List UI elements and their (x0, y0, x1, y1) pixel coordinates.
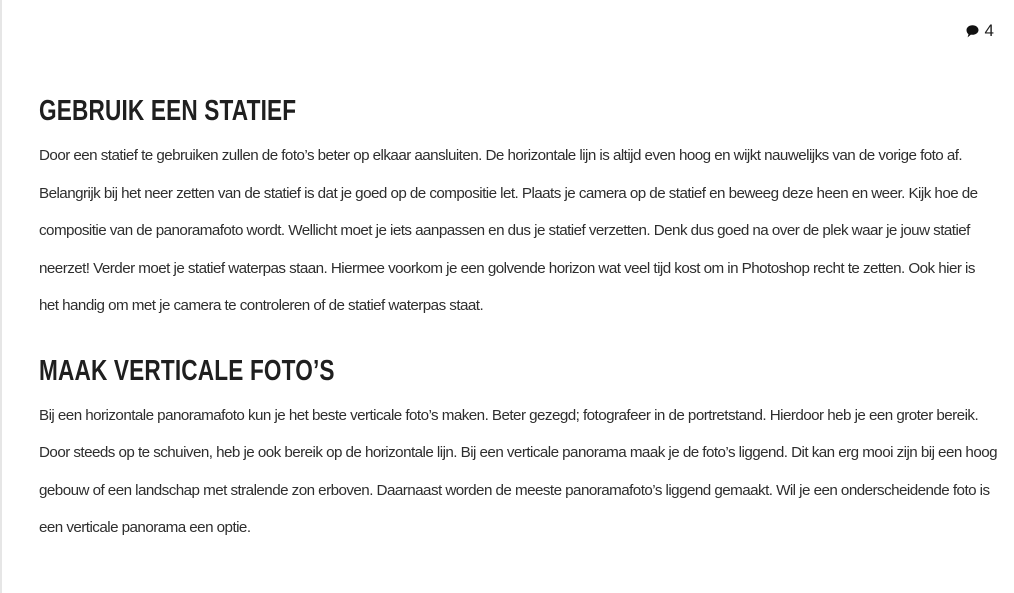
article-content (39, 91, 997, 547)
section-heading: MAAK VERTICALE FOTO’S (39, 354, 335, 387)
section-verticale-fotos (39, 351, 997, 547)
section-paragraph: Bij een horizontale panoramafoto kun je het beste verticale foto’s maken. Beter gezegd; fotografeer in de portretstand. Hierdoor heb je een groter bereik. Door steeds op te schuiven, heb je ook bereik op de horizontale lijn. Bij een verticale panorama maak je de foto’s liggend. Dit kan erg mooi zijn bij een hoog gebouw of een landschap met stralende zon erboven. Daarnaast worden de meeste panoramafoto’s liggend gemaakt. Wil je een onderscheidende foto is een verticale panorama een optie. (39, 406, 998, 536)
section-heading: GEBRUIK EEN STATIEF (39, 95, 297, 127)
comment-count-number: 4 (984, 21, 994, 40)
section-statief (39, 91, 997, 325)
page-left-border (0, 0, 2, 593)
speech-bubble-icon (965, 24, 980, 39)
section-paragraph: Door een statief te gebruiken zullen de foto’s beter op elkaar aansluiten. De horizontale lijn is altijd even hoog en wijkt nauwelijks van de vorige foto af. Belangrijk bij het neer zetten van de statief is dat je goed op de compositie let. Plaats je camera op de statief en beweeg deze heen en weer. Kijk hoe de compositie van de panoramafoto wordt. Wellicht moet je iets aanpassen en dus je statief verzetten. Denk dus goed na over de plek waar je jouw statief neerzet! Verder moet je statief waterpas staan. Hiermee voorkom je een golvende horizon wat veel tijd kost om in Photoshop recht te zetten. Ook hier is het handig om met je camera te controleren of de statief waterpas staat. (39, 147, 978, 314)
comment-count-link[interactable] (965, 20, 994, 42)
